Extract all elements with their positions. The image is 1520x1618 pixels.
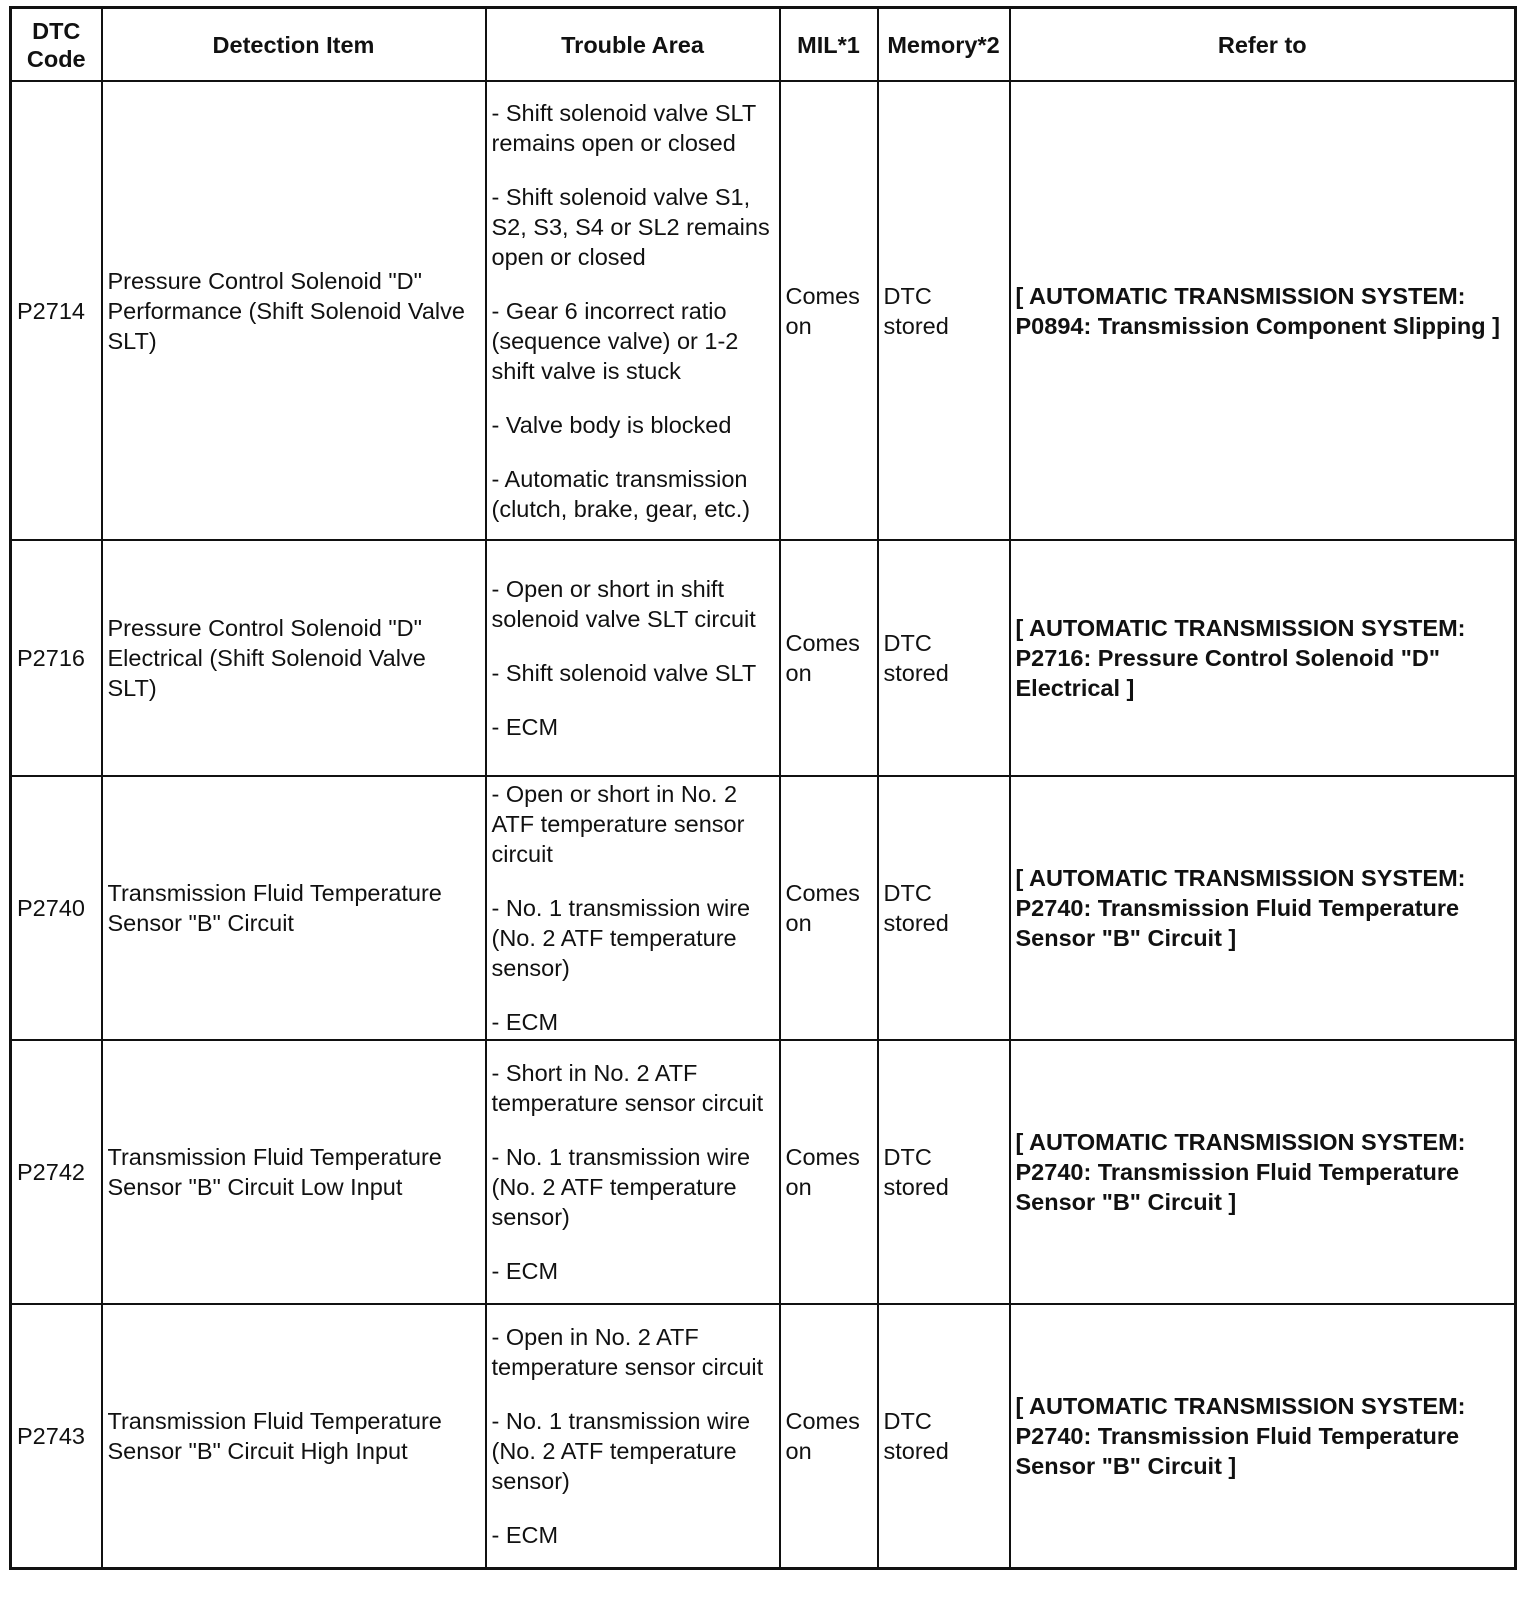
- memory-status: DTC stored: [878, 81, 1010, 540]
- trouble-area-item: - ECM: [491, 1009, 559, 1035]
- trouble-area-item: - ECM: [491, 1258, 559, 1284]
- header-detection-item: Detection Item: [102, 8, 486, 82]
- table-row: [11, 1040, 1516, 1304]
- mil-status: Comes on: [780, 81, 878, 540]
- refer-to-link[interactable]: [ AUTOMATIC TRANSMISSION SYSTEM: P2740: Transmission Fluid Temperature Sensor "B" Circuit ]: [1010, 1040, 1516, 1304]
- dtc-code: P2714: [11, 81, 102, 540]
- detection-item: Transmission Fluid Temperature Sensor "B" Circuit High Input: [102, 1304, 486, 1568]
- mil-status: Comes on: [780, 776, 878, 1040]
- trouble-area: [486, 81, 780, 540]
- detection-item: Pressure Control Solenoid "D" Electrical (Shift Solenoid Valve SLT): [102, 540, 486, 776]
- refer-to-link[interactable]: [ AUTOMATIC TRANSMISSION SYSTEM: P2716: Pressure Control Solenoid "D" Electrical ]: [1010, 540, 1516, 776]
- header-refer-to: Refer to: [1010, 8, 1516, 82]
- trouble-area-item: - Gear 6 incorrect ratio (sequence valve) or 1-2 shift valve is stuck: [491, 297, 739, 384]
- dtc-code: P2740: [11, 776, 102, 1040]
- refer-to-link[interactable]: [ AUTOMATIC TRANSMISSION SYSTEM: P2740: Transmission Fluid Temperature Sensor "B" Circuit ]: [1010, 776, 1516, 1040]
- mil-status: Comes on: [780, 1304, 878, 1568]
- trouble-area-item: - Open in No. 2 ATF temperature sensor circuit: [491, 1323, 764, 1380]
- trouble-area-item: - Shift solenoid valve SLT: [491, 660, 757, 686]
- dtc-code: P2743: [11, 1304, 102, 1568]
- trouble-area-item: - No. 1 transmission wire (No. 2 ATF temperature sensor): [491, 1407, 751, 1494]
- dtc-code: P2742: [11, 1040, 102, 1304]
- memory-status: DTC stored: [878, 776, 1010, 1040]
- trouble-area-item: - ECM: [491, 1521, 559, 1548]
- header-mil: MIL*1: [780, 8, 878, 82]
- trouble-area-item: - Valve body is blocked: [491, 411, 732, 438]
- trouble-area-item: - Shift solenoid valve S1, S2, S3, S4 or SL2 remains open or closed: [491, 183, 770, 270]
- header-row: [11, 8, 1516, 82]
- trouble-area: [486, 1040, 780, 1304]
- trouble-area-item: - Automatic transmission (clutch, brake, gear, etc.): [491, 465, 751, 522]
- trouble-area-item: - Open or short in No. 2 ATF temperature sensor circuit: [491, 781, 745, 867]
- table-row: [11, 1304, 1516, 1568]
- memory-status: DTC stored: [878, 1040, 1010, 1304]
- trouble-area: [486, 540, 780, 776]
- trouble-area: [486, 776, 780, 1040]
- table-body: [11, 81, 1516, 1568]
- trouble-area-item: - Shift solenoid valve SLT remains open or closed: [491, 99, 756, 156]
- trouble-area: [486, 1304, 780, 1568]
- header-memory: Memory*2: [878, 8, 1010, 82]
- trouble-area-item: - Open or short in shift solenoid valve SLT circuit: [491, 576, 756, 632]
- refer-to-link[interactable]: [ AUTOMATIC TRANSMISSION SYSTEM: P0894: Transmission Component Slipping ]: [1010, 81, 1516, 540]
- trouble-area-item: - ECM: [491, 714, 559, 740]
- dtc-table: [9, 6, 1517, 1570]
- refer-to-link[interactable]: [ AUTOMATIC TRANSMISSION SYSTEM: P2740: Transmission Fluid Temperature Sensor "B" Circuit ]: [1010, 1304, 1516, 1568]
- mil-status: Comes on: [780, 540, 878, 776]
- table-row: [11, 776, 1516, 1040]
- header-dtc-code: DTC Code: [11, 8, 102, 82]
- dtc-code: P2716: [11, 540, 102, 776]
- mil-status: Comes on: [780, 1040, 878, 1304]
- detection-item: Transmission Fluid Temperature Sensor "B" Circuit Low Input: [102, 1040, 486, 1304]
- detection-item: Transmission Fluid Temperature Sensor "B" Circuit: [102, 776, 486, 1040]
- memory-status: DTC stored: [878, 540, 1010, 776]
- trouble-area-item: - Short in No. 2 ATF temperature sensor circuit: [491, 1060, 764, 1116]
- dtc-table-sheet: [9, 6, 1517, 1570]
- trouble-area-item: - No. 1 transmission wire (No. 2 ATF temperature sensor): [491, 895, 751, 981]
- trouble-area-item: - No. 1 transmission wire (No. 2 ATF temperature sensor): [491, 1144, 751, 1230]
- table-row: [11, 81, 1516, 540]
- memory-status: DTC stored: [878, 1304, 1010, 1568]
- table-header: [11, 8, 1516, 82]
- header-trouble-area: Trouble Area: [486, 8, 780, 82]
- table-row: [11, 540, 1516, 776]
- detection-item: Pressure Control Solenoid "D" Performance (Shift Solenoid Valve SLT): [102, 81, 486, 540]
